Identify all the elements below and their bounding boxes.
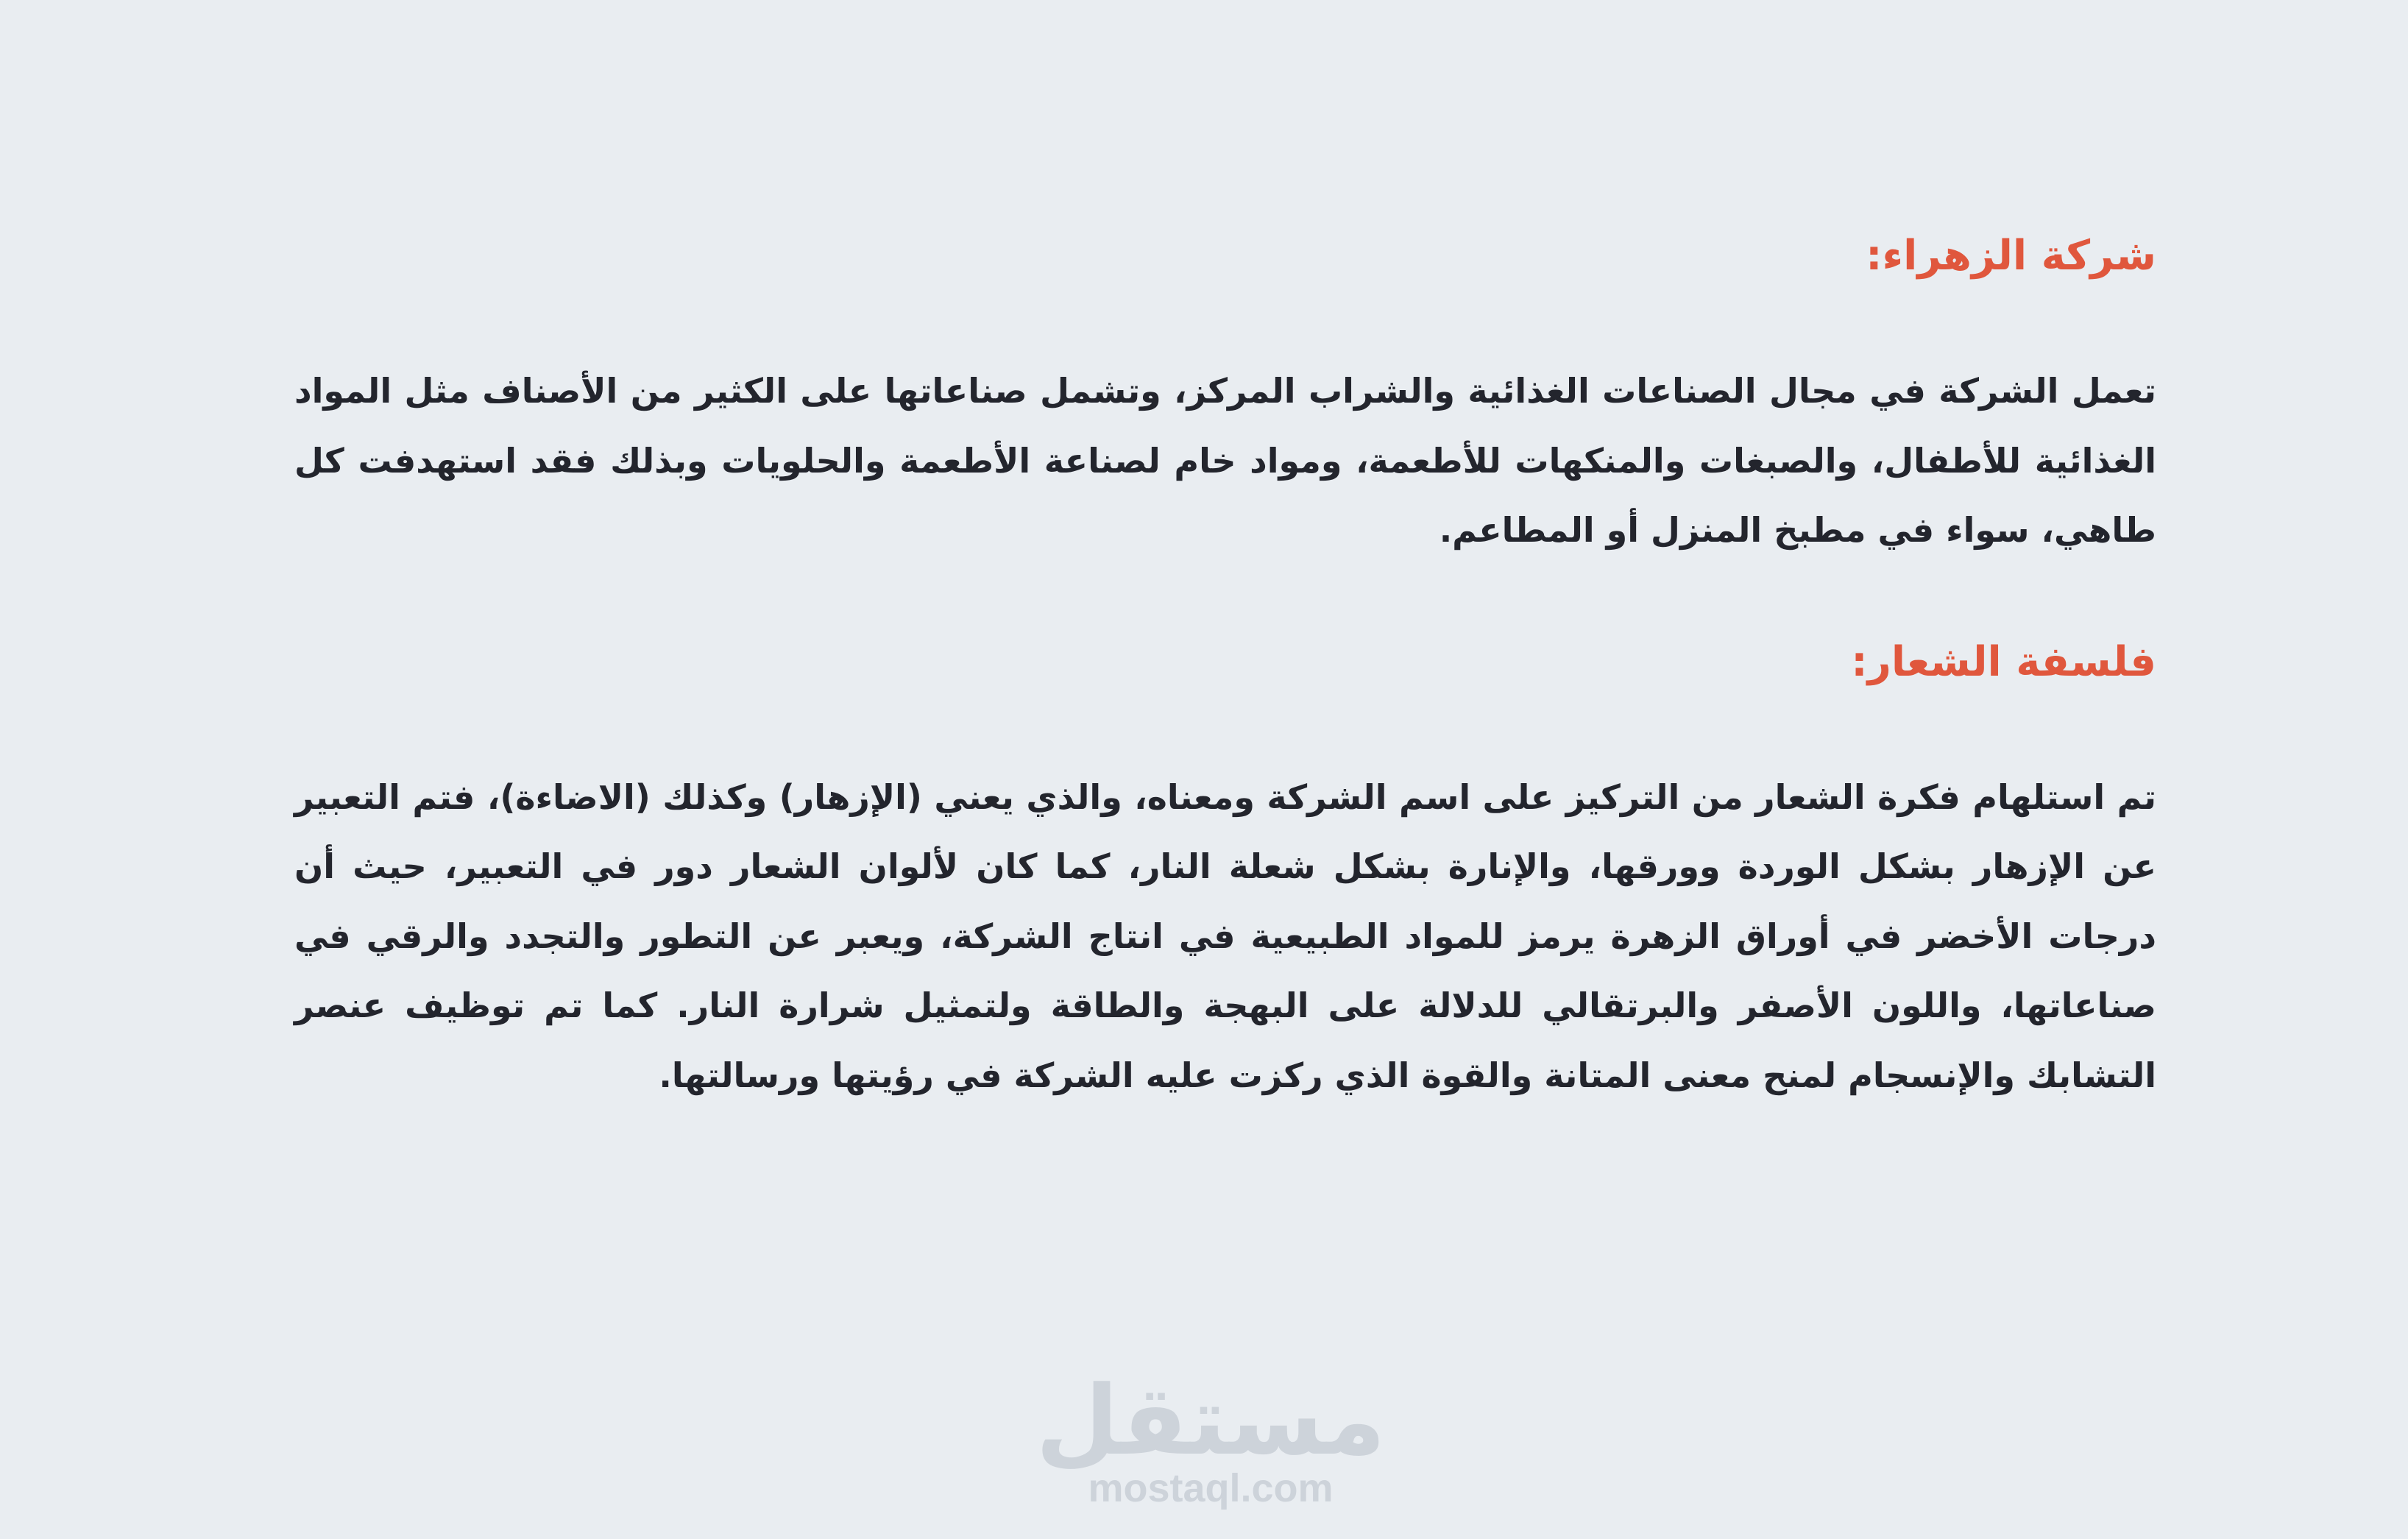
section-body-logo-philosophy: تم استلهام فكرة الشعار من التركيز على اسم الشركة ومعناه، والذي يعني (الإزهار) وكذلك (الاضاءة)، فتم التعبير عن الإزهار بشكل الوردة وورقها، والإنارة بشكل شعلة النار، كما كان لألوان الشعار دور في التعبير، حيث أن درجات الأخضر في أوراق الزهرة يرمز للمواد الطبيعية في انتاج الشركة، ويعبر عن التطور والتجدد والرقي في صناعاتها، واللون الأصفر والبرتقالي للدلالة على البهجة والطاقة ولتمثيل شرارة النار. كما تم توظيف عنصر التشابك والإنسجام لمنح معنى المتانة والقوة الذي ركزت عليه الشركة في رؤيتها ورسالتها.: [294, 776, 2156, 1095]
section-heading-company: شركة الزهراء:: [1866, 232, 2156, 280]
mostaql-watermark: [1027, 1365, 1395, 1510]
section-body-company: تعمل الشركة في مجال الصناعات الغذائية والشراب المركز، وتشمل صناعاتها على الكثير من الأصناف مثل المواد الغذائية للأطفال، والصبغات والمنكهات للأطعمة، ومواد خام لصناعة الأطعمة والحلويات وبذلك فقد استهدفت كل طاهي، سواء في مطبخ المنزل أو المطاعم.: [294, 371, 2156, 550]
section-heading-logo-philosophy: فلسفة الشعار:: [1851, 637, 2156, 686]
document-content: [294, 221, 2156, 1110]
watermark-latin-text: mostaql.com: [1088, 1466, 1334, 1510]
watermark-arabic-text: مستقل: [1035, 1365, 1386, 1476]
